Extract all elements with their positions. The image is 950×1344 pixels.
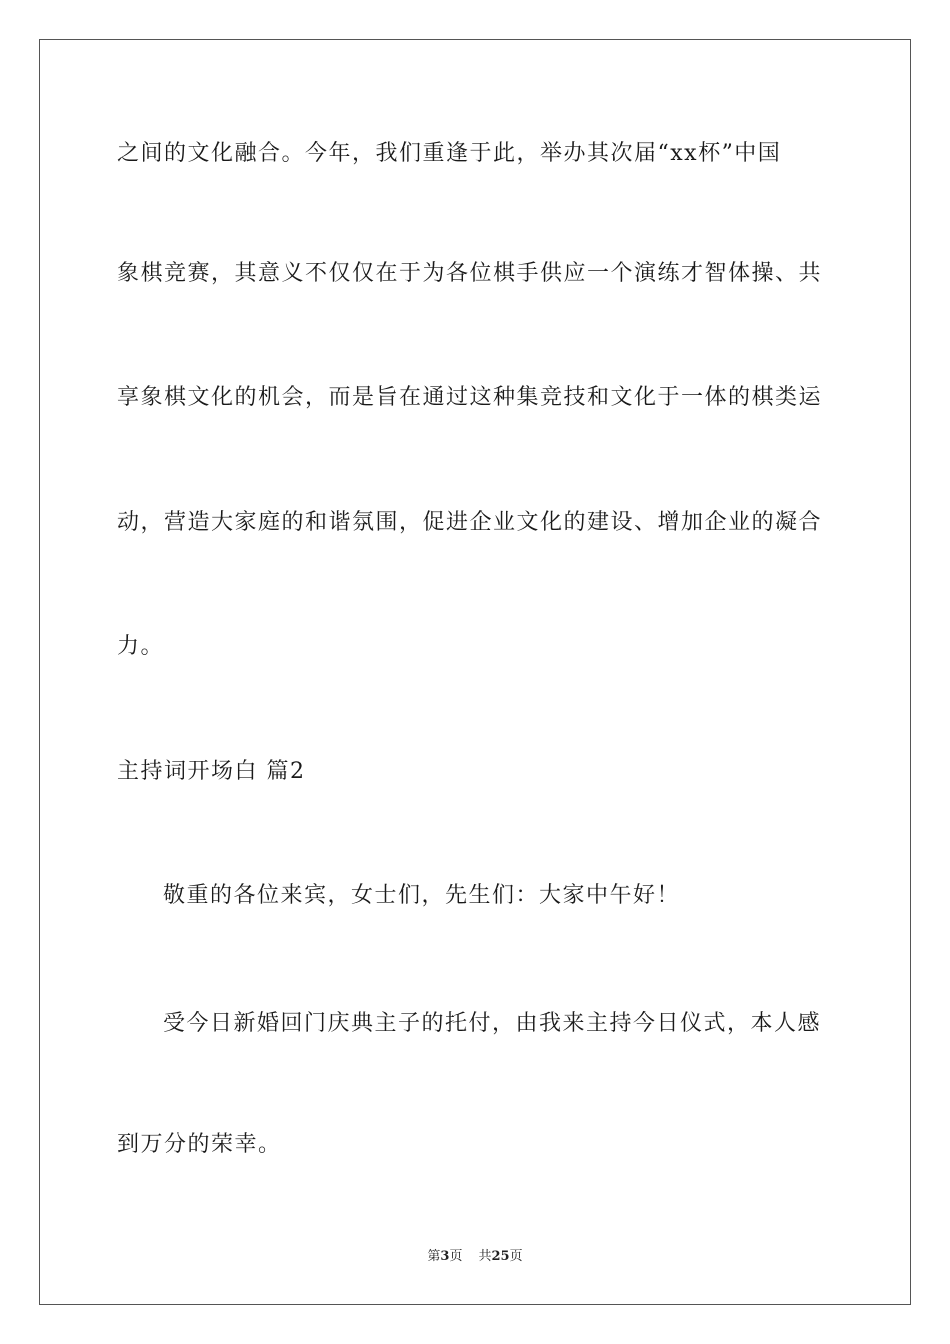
- body-text-line-9: 到万分的荣幸。: [117, 1132, 282, 1157]
- body-text-line-3: 享象棋文化的机会，而是旨在通过这种集竞技和文化于一体的棋类运: [117, 385, 823, 410]
- greeting-paragraph: 敬重的各位来宾，女士们，先生们：大家中午好！: [163, 883, 681, 908]
- page-footer: [0, 1248, 950, 1266]
- page-number: 3: [440, 1249, 450, 1264]
- total-suffix: 页: [509, 1249, 523, 1264]
- body-text-line-4: 动，营造大家庭的和谐氛围，促进企业文化的建设、增加企业的凝合: [117, 510, 823, 535]
- total-pages: 25: [491, 1249, 510, 1264]
- body-text-line-8: 受今日新婚回门庆典主子的托付，由我来主持今日仪式，本人感: [163, 1011, 822, 1036]
- page-border: [39, 39, 911, 1305]
- page-prefix: 第: [427, 1249, 441, 1264]
- section-heading: 主持词开场白 篇2: [117, 759, 306, 784]
- body-text-line-2: 象棋竞赛，其意义不仅仅在于为各位棋手供应一个演练才智体操、共: [117, 261, 823, 286]
- body-text-line-5: 力。: [117, 634, 165, 659]
- body-text-line-1: 之间的文化融合。今年，我们重逢于此，举办其次届“xx杯”中国: [117, 141, 782, 166]
- page-suffix: 页: [449, 1249, 463, 1264]
- total-prefix: 共: [478, 1249, 492, 1264]
